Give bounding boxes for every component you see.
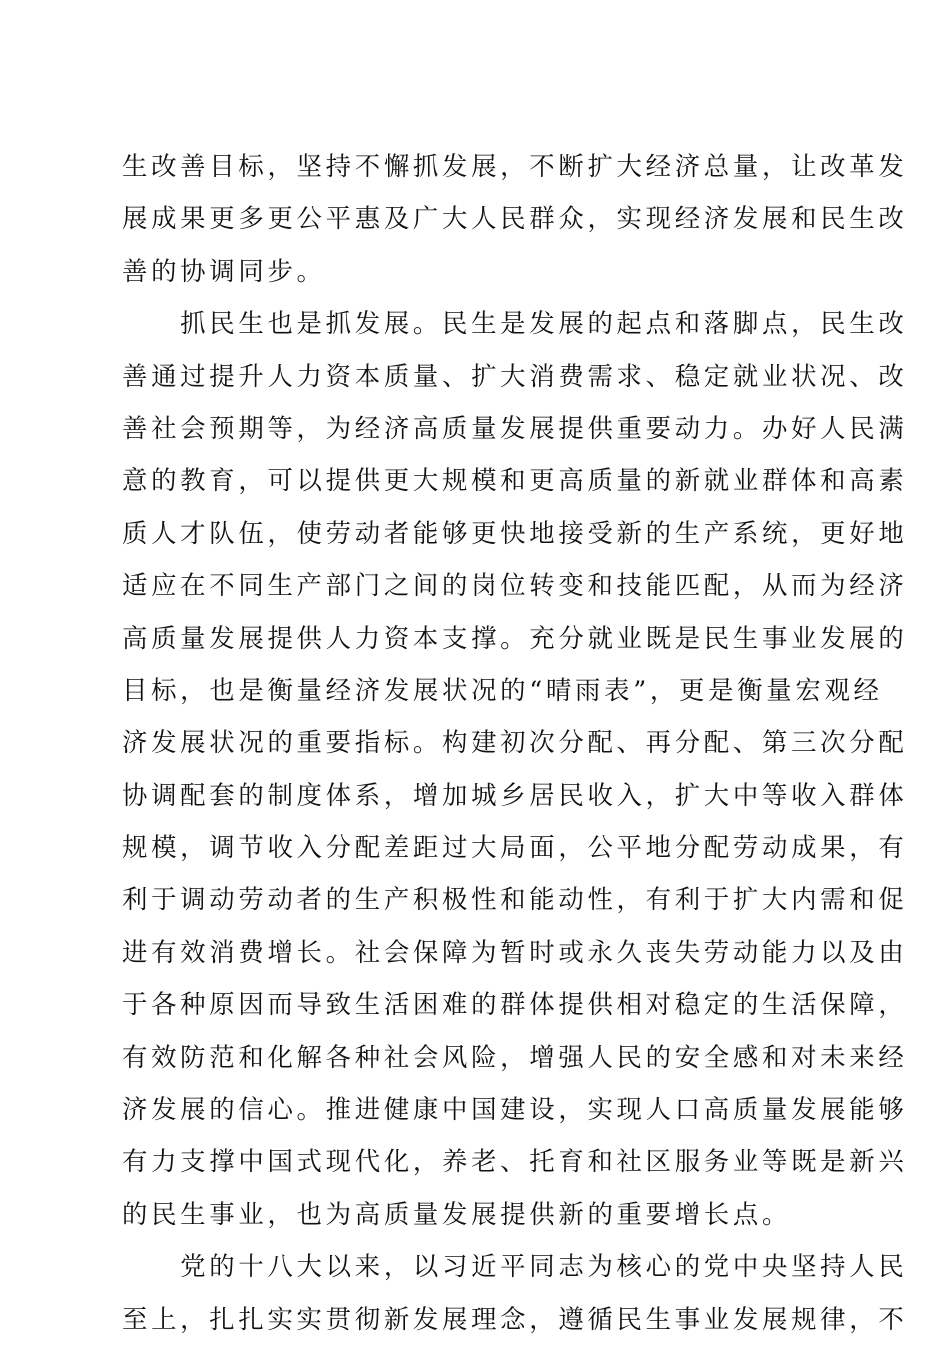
- text-line: 协调配套的制度体系，增加城乡居民收入，扩大中等收入群体: [122, 779, 908, 810]
- text-line: 党的十八大以来，以习近平同志为核心的党中央坚持人民: [122, 1251, 908, 1282]
- text-line: 规模，调节收入分配差距过大局面，公平地分配劳动成果，有: [122, 832, 908, 863]
- text-line: 高质量发展提供人力资本支撑。充分就业既是民生事业发展的: [122, 622, 908, 653]
- text-line: 的民生事业，也为高质量发展提供新的重要增长点。: [122, 1198, 792, 1229]
- text-line: 善的协调同步。: [122, 255, 326, 286]
- text-line: 有力支撑中国式现代化，养老、托育和社区服务业等既是新兴: [122, 1146, 908, 1177]
- text-line: 质人才队伍，使劳动者能够更快地接受新的生产系统，更好地: [122, 517, 908, 548]
- text-line: 善社会预期等，为经济高质量发展提供重要动力。办好人民满: [122, 412, 908, 443]
- text-line: 抓民生也是抓发展。民生是发展的起点和落脚点，民生改: [122, 308, 908, 339]
- text-line: 善通过提升人力资本质量、扩大消费需求、稳定就业状况、改: [122, 360, 908, 391]
- text-line: 至上，扎扎实实贯彻新发展理念，遵循民生事业发展规律，不: [122, 1303, 908, 1334]
- text-line: 济发展的信心。推进健康中国建设，实现人口高质量发展能够: [122, 1094, 908, 1125]
- text-line: 目标，也是衡量经济发展状况的“晴雨表”，更是衡量宏观经: [122, 674, 883, 705]
- text-line: 展成果更多更公平惠及广大人民群众，实现经济发展和民生改: [122, 203, 908, 234]
- text-line: 意的教育，可以提供更大规模和更高质量的新就业群体和高素: [122, 465, 908, 496]
- text-line: 生改善目标，坚持不懈抓发展，不断扩大经济总量，让改革发: [122, 151, 908, 181]
- text-line: 有效防范和化解各种社会风险，增强人民的安全感和对未来经: [122, 1041, 908, 1072]
- text-line: 于各种原因而导致生活困难的群体提供相对稳定的生活保障，: [122, 989, 908, 1020]
- text-line: 济发展状况的重要指标。构建初次分配、再分配、第三次分配: [122, 727, 908, 758]
- text-line: 利于调动劳动者的生产积极性和能动性，有利于扩大内需和促: [122, 884, 908, 915]
- body-text: [122, 140, 908, 1345]
- text-line: 适应在不同生产部门之间的岗位转变和技能匹配，从而为经济: [122, 570, 908, 601]
- text-line: 进有效消费增长。社会保障为暂时或永久丧失劳动能力以及由: [122, 936, 908, 967]
